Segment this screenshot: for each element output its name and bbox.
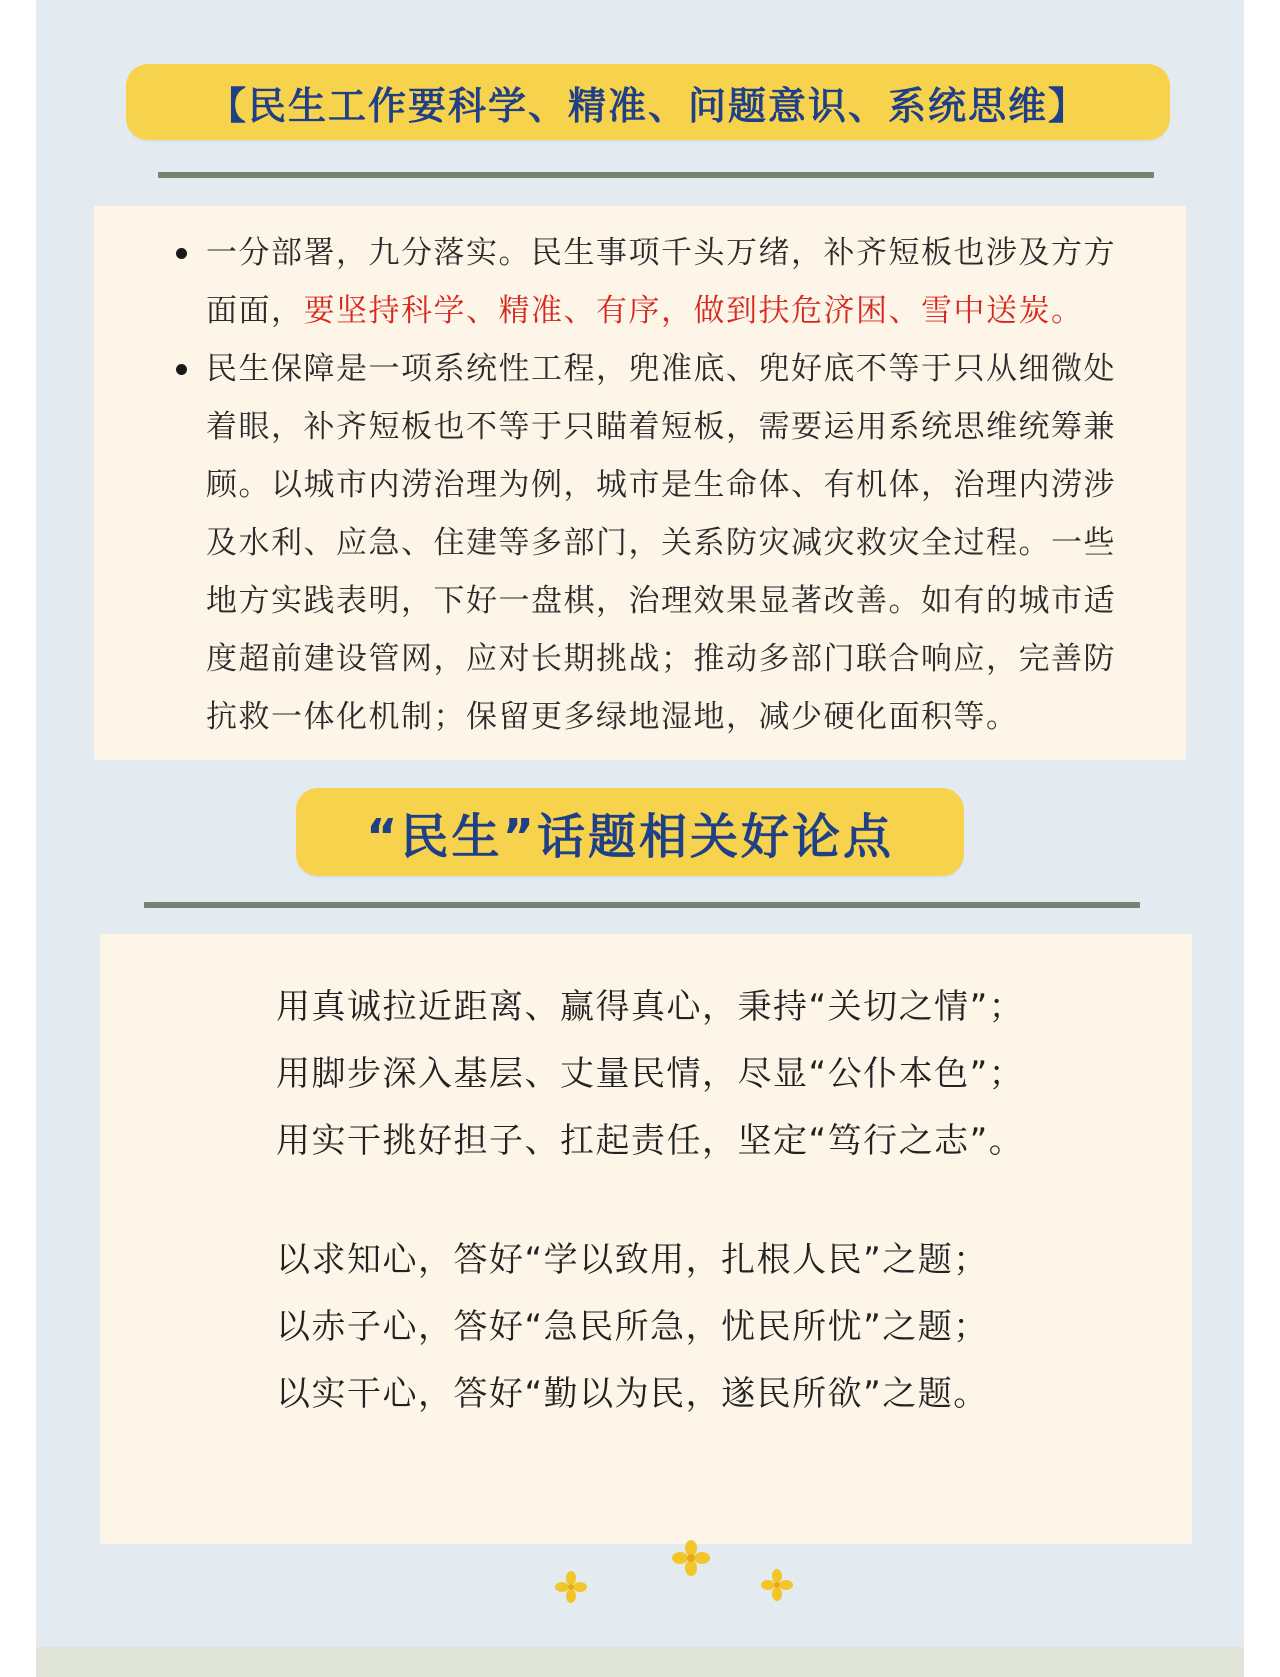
- bullet-text: 一分部署，九分落实。民生事项千头万绪，补齐短板也涉及方方面面，: [206, 235, 1116, 329]
- arguments-card: [100, 934, 1192, 1544]
- flower-icon: [554, 1570, 588, 1610]
- bullet-card: [94, 206, 1186, 760]
- bullet-list: [94, 224, 1186, 746]
- argument-line: 用实干挑好担子、扛起责任，坚定“笃行之志”。: [276, 1121, 1025, 1161]
- footer-band: [36, 1647, 1244, 1677]
- argument-group: [276, 1227, 1024, 1428]
- arguments-list: [276, 974, 1024, 1428]
- flower-icon: [668, 1538, 714, 1584]
- flower-icon-svg: [668, 1538, 714, 1578]
- argument-line: 用真诚拉近距离、赢得真心，秉持“关切之情”；: [276, 987, 1025, 1027]
- topic-title-banner: [296, 788, 964, 876]
- argument-group: [276, 974, 1024, 1175]
- bullet-item: [94, 340, 1186, 746]
- bullet-text: 民生保障是一项系统性工程，兜准底、兜好底不等于只从细微处着眼，补齐短板也不等于只瞄着短板，需要运用系统思维统筹兼顾。以城市内涝治理为例，城市是生命体、有机体，治理内涝涉及水利、应急、住建等多部门，关系防灾减灾救灾全过程。一些地方实践表明，下好一盘棋，治理效果显著改善。如有的城市适度超前建设管网，应对长期挑战；推动多部门联合响应，完善防抗救一体化机制；保留更多绿地湿地，减少硬化面积等。: [206, 351, 1116, 735]
- argument-line: 以实干心，答好“勤以为民，遂民所欲”之题。: [276, 1374, 989, 1414]
- topic-title: “民生”话题相关好论点: [365, 808, 895, 865]
- bullet-item: [94, 224, 1186, 340]
- section-title: 【民生工作要科学、精准、问题意识、系统思维】: [207, 83, 1088, 128]
- divider-rule: [158, 172, 1154, 178]
- argument-line: 以赤子心，答好“急民所急，忧民所忧”之题；: [276, 1307, 989, 1347]
- argument-line: 以求知心，答好“学以致用，扎根人民”之题；: [276, 1240, 989, 1280]
- flower-icon-svg: [760, 1568, 794, 1602]
- argument-line: 用脚步深入基层、丈量民情，尽显“公仆本色”；: [276, 1054, 1025, 1094]
- flower-icon-svg: [554, 1570, 588, 1604]
- flower-icon: [760, 1568, 794, 1608]
- bullet-dot-icon: [176, 364, 187, 375]
- poster-page: [36, 0, 1244, 1677]
- bullet-highlight-text: 要坚持科学、精准、有序，做到扶危济困、雪中送炭。: [303, 293, 1084, 329]
- section-title-banner: [126, 64, 1170, 140]
- bullet-dot-icon: [176, 248, 187, 259]
- divider-rule: [144, 902, 1140, 908]
